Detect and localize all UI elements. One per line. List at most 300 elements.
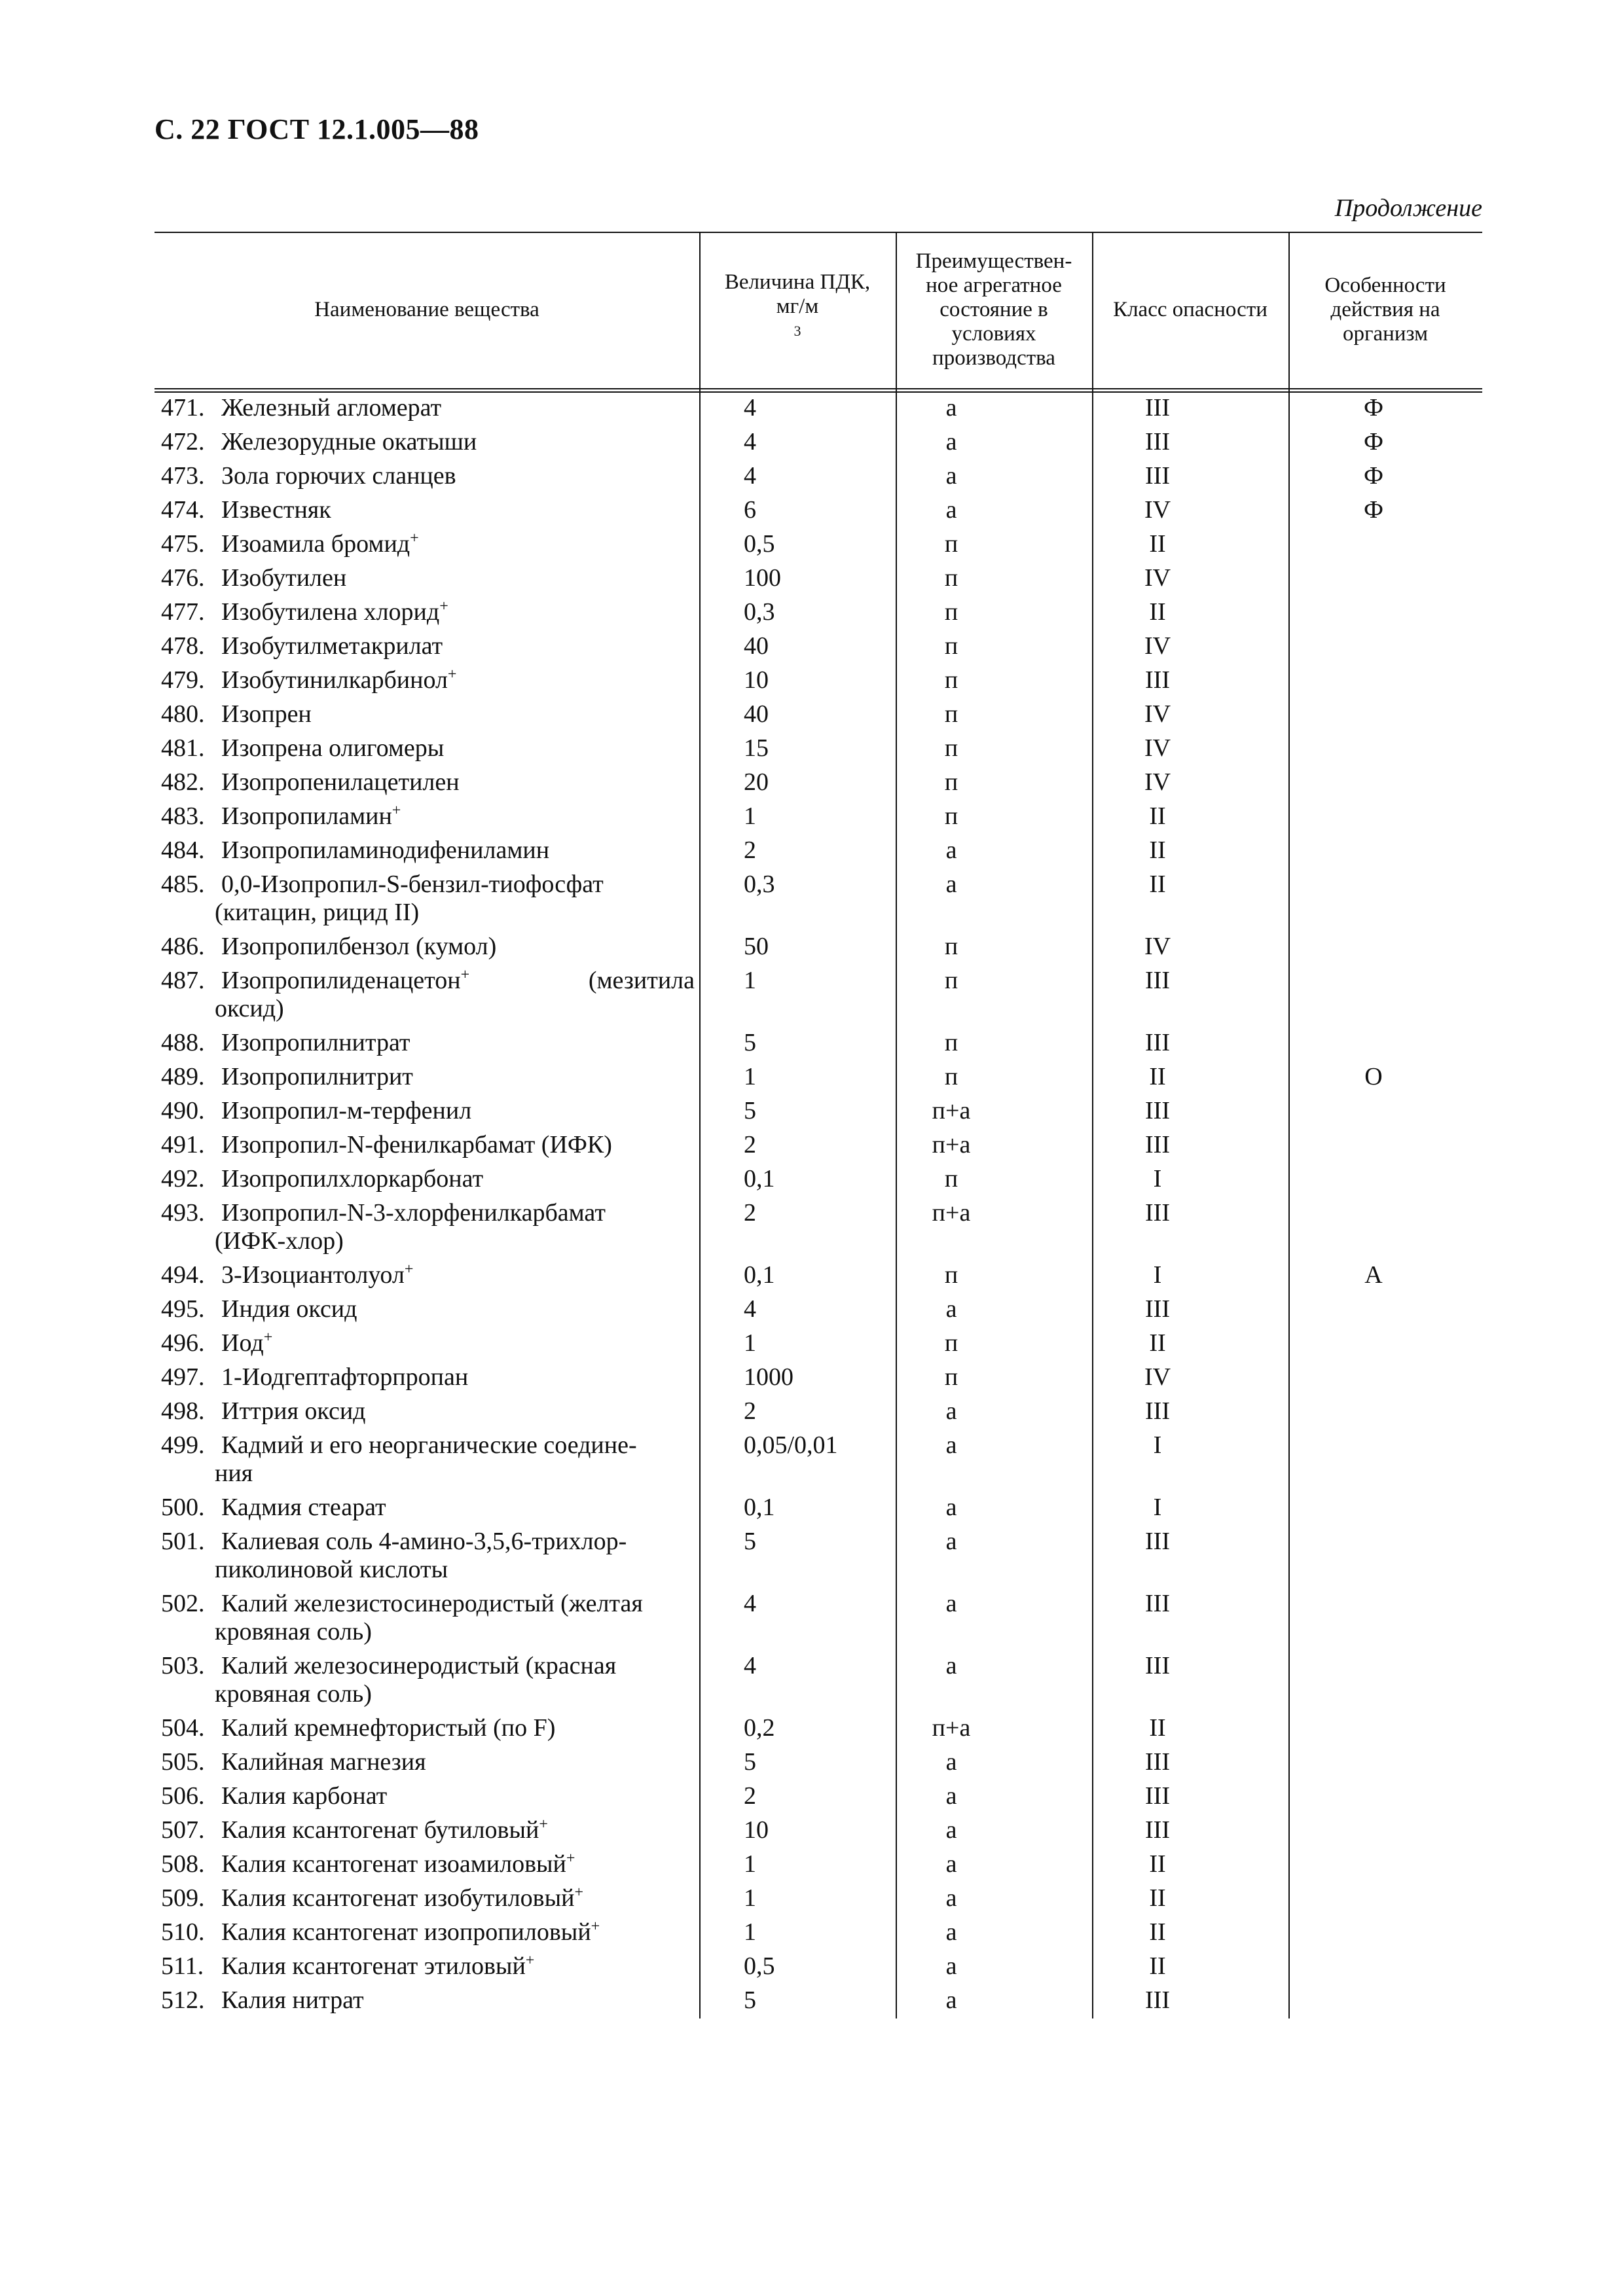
substance-name <box>161 933 695 961</box>
column-header-state: Преимуществен- ное агрегатное состояние в условиях производства <box>915 249 1072 370</box>
hazard-class: IV <box>1144 496 1171 524</box>
pdk-value: 50 <box>744 933 769 960</box>
name-text: Изопропил-N-3-хлорфенилкарбамат <box>221 1199 606 1227</box>
table-row <box>155 1363 1482 1397</box>
substance-name <box>161 1165 695 1193</box>
row-number: 474. <box>161 496 205 524</box>
hazard-class: I <box>1153 1165 1162 1193</box>
column-header-class: Класс опасности <box>1113 298 1267 321</box>
name-text: Изопропил-м-терфенил <box>221 1097 472 1124</box>
effect-note: Ф <box>1363 394 1384 422</box>
hazard-class: III <box>1145 394 1170 422</box>
hazard-class: II <box>1149 1918 1166 1946</box>
plus-mark: + <box>392 802 401 819</box>
name-text: Калий железистосинеродистый (желтая <box>221 1590 643 1617</box>
substance-name <box>161 967 695 1023</box>
row-number: 475. <box>161 530 205 558</box>
hazard-class: II <box>1149 1952 1166 1980</box>
pdk-value: 1000 <box>744 1363 793 1391</box>
table-row <box>155 1884 1482 1918</box>
table-row <box>155 1748 1482 1782</box>
aggregate-state: а <box>945 1590 957 1617</box>
name-continuation: кровяная соль) <box>215 1618 372 1645</box>
hazard-class: IV <box>1144 734 1171 762</box>
row-number: 471. <box>161 394 205 422</box>
table-row <box>155 1918 1482 1952</box>
pdk-value: 5 <box>744 1029 756 1056</box>
pdk-value: 5 <box>744 1748 756 1776</box>
substance-name <box>161 768 695 797</box>
substance-name <box>161 1816 695 1844</box>
row-number: 478. <box>161 632 205 660</box>
hazard-class: III <box>1145 1748 1170 1776</box>
substance-name <box>161 1363 695 1391</box>
aggregate-state: а <box>945 394 957 422</box>
row-number: 502. <box>161 1590 205 1617</box>
hazard-class: III <box>1145 428 1170 456</box>
substance-name <box>161 666 695 694</box>
substance-name <box>161 1295 695 1323</box>
plus-mark: + <box>539 1816 548 1833</box>
table-body <box>155 394 1482 2020</box>
hazard-class: III <box>1145 1029 1170 1056</box>
substance-name <box>161 1131 695 1159</box>
name-text: Калия ксантогенат изобутиловый <box>221 1884 575 1912</box>
name-text: Изопропил-N-фенилкарбамат (ИФК) <box>221 1131 612 1158</box>
name-text: Калия ксантогенат бутиловый <box>221 1816 539 1844</box>
pdk-value: 1 <box>744 967 756 994</box>
aggregate-state: п <box>944 768 958 796</box>
plus-mark: + <box>591 1918 600 1935</box>
hazard-class: II <box>1149 530 1166 558</box>
name-text: Калиевая соль 4-амино-3,5,6-трихлор- <box>221 1528 627 1555</box>
pdk-value: 10 <box>744 1816 769 1844</box>
name-text: Изопропилнитрат <box>221 1029 410 1056</box>
hazard-class: III <box>1145 1816 1170 1844</box>
table-row <box>155 564 1482 598</box>
name-text: Изопропиламин <box>221 802 392 830</box>
substance-name <box>161 1097 695 1125</box>
pdk-value: 0,1 <box>744 1261 775 1289</box>
hazard-class: I <box>1153 1494 1162 1521</box>
pdk-value: 0,2 <box>744 1714 775 1742</box>
hazard-class: II <box>1149 1063 1166 1090</box>
hazard-class: I <box>1153 1431 1162 1459</box>
hazard-class: II <box>1149 1329 1166 1357</box>
pdk-value: 1 <box>744 1850 756 1878</box>
pdk-value: 0,1 <box>744 1165 775 1193</box>
pdk-value: 5 <box>744 1097 756 1124</box>
substance-name <box>161 530 695 558</box>
aggregate-state: п <box>944 564 958 592</box>
aggregate-state: п <box>944 666 958 694</box>
pdk-value: 6 <box>744 496 756 524</box>
row-number: 491. <box>161 1131 205 1158</box>
pdk-value: 1 <box>744 1329 756 1357</box>
name-text: 1-Иодгептафторпропан <box>221 1363 469 1391</box>
row-number: 506. <box>161 1782 205 1810</box>
substance-name <box>161 1494 695 1522</box>
pdk-value: 10 <box>744 666 769 694</box>
row-number: 499. <box>161 1431 205 1459</box>
hazard-class: II <box>1149 836 1166 864</box>
name-text: Изобутинилкарбинол <box>221 666 448 694</box>
row-number: 479. <box>161 666 205 694</box>
pdk-value: 100 <box>744 564 781 592</box>
table-row <box>155 1199 1482 1261</box>
aggregate-state: а <box>945 1494 957 1521</box>
header-rule-double <box>155 391 1482 393</box>
table-row <box>155 1165 1482 1199</box>
hazard-class: III <box>1145 666 1170 694</box>
aggregate-state: п <box>944 802 958 830</box>
table-row <box>155 734 1482 768</box>
substance-name <box>161 1986 695 2015</box>
hazard-class: III <box>1145 1986 1170 2014</box>
substance-name <box>161 734 695 762</box>
plus-mark: + <box>404 1261 414 1278</box>
name-text: Кадмия стеарат <box>221 1494 386 1521</box>
plus-mark: + <box>460 966 470 984</box>
substance-name <box>161 1748 695 1776</box>
table-row <box>155 1986 1482 2020</box>
hazard-class: III <box>1145 1782 1170 1810</box>
hazard-class: III <box>1145 1199 1170 1227</box>
aggregate-state: а <box>945 1431 957 1459</box>
aggregate-state: а <box>945 1782 957 1810</box>
hazard-class: III <box>1145 1397 1170 1425</box>
substance-name <box>161 1590 695 1646</box>
plus-mark: + <box>439 598 448 615</box>
effect-note: Ф <box>1363 496 1384 524</box>
plus-mark: + <box>263 1329 273 1346</box>
name-text: Изопропиламинодифениламин <box>221 836 550 864</box>
hazard-class: IV <box>1144 700 1171 728</box>
row-number: 473. <box>161 462 205 490</box>
table-row <box>155 666 1482 700</box>
aggregate-state: п <box>944 1063 958 1090</box>
effect-note: Ф <box>1363 428 1384 456</box>
column-header-name: Наименование вещества <box>314 298 539 321</box>
hazard-class: II <box>1149 598 1166 626</box>
table-row <box>155 700 1482 734</box>
substance-name <box>161 700 695 728</box>
hazard-class: IV <box>1144 1363 1171 1391</box>
pdk-value: 2 <box>744 1199 756 1227</box>
name-text: Калия ксантогенат этиловый <box>221 1952 526 1980</box>
row-number: 483. <box>161 802 205 830</box>
table-row <box>155 1261 1482 1295</box>
row-number: 476. <box>161 564 205 592</box>
aggregate-state: п+а <box>932 1131 971 1158</box>
table-row <box>155 428 1482 462</box>
pdk-value: 0,3 <box>744 598 775 626</box>
hazard-class: III <box>1145 462 1170 490</box>
substance-name <box>161 1918 695 1946</box>
effect-note: О <box>1364 1063 1383 1090</box>
aggregate-state: а <box>945 462 957 490</box>
row-number: 488. <box>161 1029 205 1056</box>
hazard-class: IV <box>1144 768 1171 796</box>
row-number: 501. <box>161 1528 205 1555</box>
row-number: 508. <box>161 1850 205 1878</box>
aggregate-state: а <box>945 836 957 864</box>
aggregate-state: а <box>945 1397 957 1425</box>
name-text: Зола горючих сланцев <box>221 462 456 490</box>
table-row <box>155 530 1482 564</box>
pdk-value: 40 <box>744 700 769 728</box>
aggregate-state: а <box>945 496 957 524</box>
table-row <box>155 768 1482 802</box>
aggregate-state: п+а <box>932 1714 971 1742</box>
row-number: 490. <box>161 1097 205 1124</box>
hazard-class: III <box>1145 1295 1170 1323</box>
aggregate-state: п+а <box>932 1097 971 1124</box>
row-number: 509. <box>161 1884 205 1912</box>
pdk-value: 2 <box>744 1397 756 1425</box>
hazard-class: III <box>1145 1652 1170 1679</box>
name-text: Кадмий и его неорганические соедине- <box>221 1431 637 1459</box>
aggregate-state: а <box>945 428 957 456</box>
table-row <box>155 1782 1482 1816</box>
table-row <box>155 870 1482 933</box>
pdk-value: 0,5 <box>744 1952 775 1980</box>
table-row <box>155 1329 1482 1363</box>
name-text: Изопропилхлоркарбонат <box>221 1165 484 1193</box>
name-text: Иод <box>221 1329 264 1357</box>
hazard-class: III <box>1145 1528 1170 1555</box>
hazard-class: II <box>1149 870 1166 898</box>
substance-name <box>161 1329 695 1357</box>
plus-mark: + <box>410 529 419 547</box>
aggregate-state: п <box>944 1261 958 1289</box>
name-text: Железный агломерат <box>221 394 442 422</box>
row-number: 511. <box>161 1952 204 1980</box>
table-row <box>155 1850 1482 1884</box>
aggregate-state: а <box>945 1748 957 1776</box>
hazard-class: II <box>1149 802 1166 830</box>
substance-name <box>161 1952 695 1981</box>
row-number: 485. <box>161 870 205 898</box>
name-text: Железорудные окатыши <box>221 428 477 456</box>
hazard-class: III <box>1145 1131 1170 1158</box>
name-continuation: (ИФК-хлор) <box>215 1227 344 1255</box>
hazard-class: II <box>1149 1850 1166 1878</box>
name-text: Изопропилнитрит <box>221 1063 413 1090</box>
name-text: Калия нитрат <box>221 1986 364 2014</box>
hazard-class: I <box>1153 1261 1162 1289</box>
substance-name <box>161 1431 695 1488</box>
substance-name <box>161 1261 695 1289</box>
name-text: Калия ксантогенат изоамиловый <box>221 1850 566 1878</box>
hazard-class: III <box>1145 1590 1170 1617</box>
row-number: 482. <box>161 768 205 796</box>
name-text: Индия оксид <box>221 1295 357 1323</box>
pdk-value: 4 <box>744 1590 756 1617</box>
page-header: С. 22 ГОСТ 12.1.005—88 <box>155 113 479 145</box>
column-header-effect: Особенности действия на организм <box>1324 274 1446 346</box>
pdk-value: 1 <box>744 802 756 830</box>
name-continuation: ния <box>215 1460 253 1487</box>
substance-name <box>161 1782 695 1810</box>
aggregate-state: п <box>944 967 958 994</box>
substance-name <box>161 632 695 660</box>
pdk-value: 2 <box>744 1782 756 1810</box>
plus-mark: + <box>525 1952 535 1969</box>
aggregate-state: п <box>944 1165 958 1193</box>
name-text: Изобутилметакрилат <box>221 632 443 660</box>
table-row <box>155 1714 1482 1748</box>
name-text: Изопропилбензол (кумол) <box>221 933 497 960</box>
row-number: 487. <box>161 967 205 994</box>
name-text: Изобутилен <box>221 564 347 592</box>
pdk-value: 2 <box>744 1131 756 1158</box>
row-number: 489. <box>161 1063 205 1090</box>
row-number: 496. <box>161 1329 205 1357</box>
table-row <box>155 933 1482 967</box>
aggregate-state: а <box>945 1918 957 1946</box>
aggregate-state: а <box>945 1952 957 1980</box>
aggregate-state: п <box>944 1029 958 1056</box>
hazard-class: IV <box>1144 933 1171 960</box>
substance-name <box>161 1199 695 1255</box>
row-number: 477. <box>161 598 205 626</box>
aggregate-state: а <box>945 870 957 898</box>
hazard-class: II <box>1149 1884 1166 1912</box>
name-continuation: кровяная соль) <box>215 1680 372 1708</box>
substance-name <box>161 1397 695 1426</box>
table-row <box>155 632 1482 666</box>
table-row <box>155 802 1482 836</box>
aggregate-state: п <box>944 1329 958 1357</box>
row-number: 507. <box>161 1816 205 1844</box>
row-number: 481. <box>161 734 205 762</box>
row-number: 480. <box>161 700 205 728</box>
name-text: 0,0-Изопропил-S-бензил-тиофосфат <box>221 870 604 898</box>
aggregate-state: п <box>944 700 958 728</box>
table-row <box>155 1590 1482 1652</box>
substance-name <box>161 394 695 422</box>
substance-name <box>161 1850 695 1878</box>
hazard-class: IV <box>1144 632 1171 660</box>
row-number: 512. <box>161 1986 205 2014</box>
table-row <box>155 1528 1482 1590</box>
table-row <box>155 836 1482 870</box>
aggregate-state: п <box>944 598 958 626</box>
substance-name <box>161 802 695 831</box>
name-text: Изопрен <box>221 700 312 728</box>
header-rule <box>155 388 1482 389</box>
pdk-value: 4 <box>744 1295 756 1323</box>
row-number: 495. <box>161 1295 205 1323</box>
pdk-value: 20 <box>744 768 769 796</box>
substance-name <box>161 428 695 456</box>
name-text: Изобутилена хлорид <box>221 598 440 626</box>
table-row <box>155 1952 1482 1986</box>
pdk-value: 5 <box>744 1986 756 2014</box>
aggregate-state: п <box>944 933 958 960</box>
table-row <box>155 598 1482 632</box>
aggregate-state: а <box>945 1528 957 1555</box>
pdk-value: 4 <box>744 1652 756 1679</box>
table-row <box>155 1097 1482 1131</box>
table-row <box>155 967 1482 1029</box>
pdk-value: 0,5 <box>744 530 775 558</box>
name-text: 3-Изоциантолуол <box>221 1261 405 1289</box>
pdk-value: 4 <box>744 394 756 422</box>
substance-name <box>161 1884 695 1912</box>
substance-name <box>161 1029 695 1057</box>
name-text: Калий кремнефтористый (по F) <box>221 1714 556 1742</box>
plus-mark: + <box>566 1850 575 1867</box>
row-number: 497. <box>161 1363 205 1391</box>
name-text: Калия ксантогенат изопропиловый <box>221 1918 591 1946</box>
row-number: 494. <box>161 1261 205 1289</box>
substance-name <box>161 1714 695 1742</box>
row-number: 484. <box>161 836 205 864</box>
row-number: 493. <box>161 1199 205 1227</box>
table-row <box>155 1816 1482 1850</box>
substance-name <box>161 870 695 927</box>
column-header-value: Величина ПДК, мг/м $^3$ <box>724 270 871 339</box>
substance-name <box>161 598 695 626</box>
pdk-value: 0,05/0,01 <box>744 1431 838 1459</box>
pdk-value: 1 <box>744 1884 756 1912</box>
substance-name <box>161 462 695 490</box>
hazard-class: II <box>1149 1714 1166 1742</box>
substance-name <box>161 1528 695 1584</box>
row-number: 498. <box>161 1397 205 1425</box>
plus-mark: + <box>447 666 457 683</box>
pdk-value: 2 <box>744 836 756 864</box>
aggregate-state: а <box>945 1295 957 1323</box>
name-text: Иттрия оксид <box>221 1397 366 1425</box>
name-text: Изопропенилацетилен <box>221 768 460 796</box>
pdk-value: 4 <box>744 428 756 456</box>
aggregate-state: п <box>944 530 958 558</box>
effect-note: Ф <box>1363 462 1384 490</box>
row-number: 504. <box>161 1714 205 1742</box>
name-tail: (мезитила <box>588 967 695 994</box>
plus-mark: + <box>574 1884 584 1901</box>
pdk-value: 15 <box>744 734 769 762</box>
aggregate-state: п+а <box>932 1199 971 1227</box>
table-row <box>155 496 1482 530</box>
hazard-class: III <box>1145 1097 1170 1124</box>
substance-name <box>161 496 695 524</box>
substance-name <box>161 1063 695 1091</box>
table-row <box>155 1652 1482 1714</box>
row-number: 510. <box>161 1918 205 1946</box>
aggregate-state: п <box>944 632 958 660</box>
table-row <box>155 1131 1482 1165</box>
pdk-value: 0,1 <box>744 1494 775 1521</box>
aggregate-state: а <box>945 1850 957 1878</box>
table-row <box>155 1494 1482 1528</box>
pdk-value: 40 <box>744 632 769 660</box>
name-text: Изопрена олигомеры <box>221 734 445 762</box>
table-row <box>155 1063 1482 1097</box>
row-number: 472. <box>161 428 205 456</box>
name-continuation: оксид) <box>215 995 284 1022</box>
aggregate-state: а <box>945 1884 957 1912</box>
name-text: Калия карбонат <box>221 1782 388 1810</box>
pdk-value: 1 <box>744 1918 756 1946</box>
row-number: 503. <box>161 1652 205 1679</box>
name-text: Известняк <box>221 496 331 524</box>
name-text: Калийная магнезия <box>221 1748 426 1776</box>
aggregate-state: а <box>945 1816 957 1844</box>
